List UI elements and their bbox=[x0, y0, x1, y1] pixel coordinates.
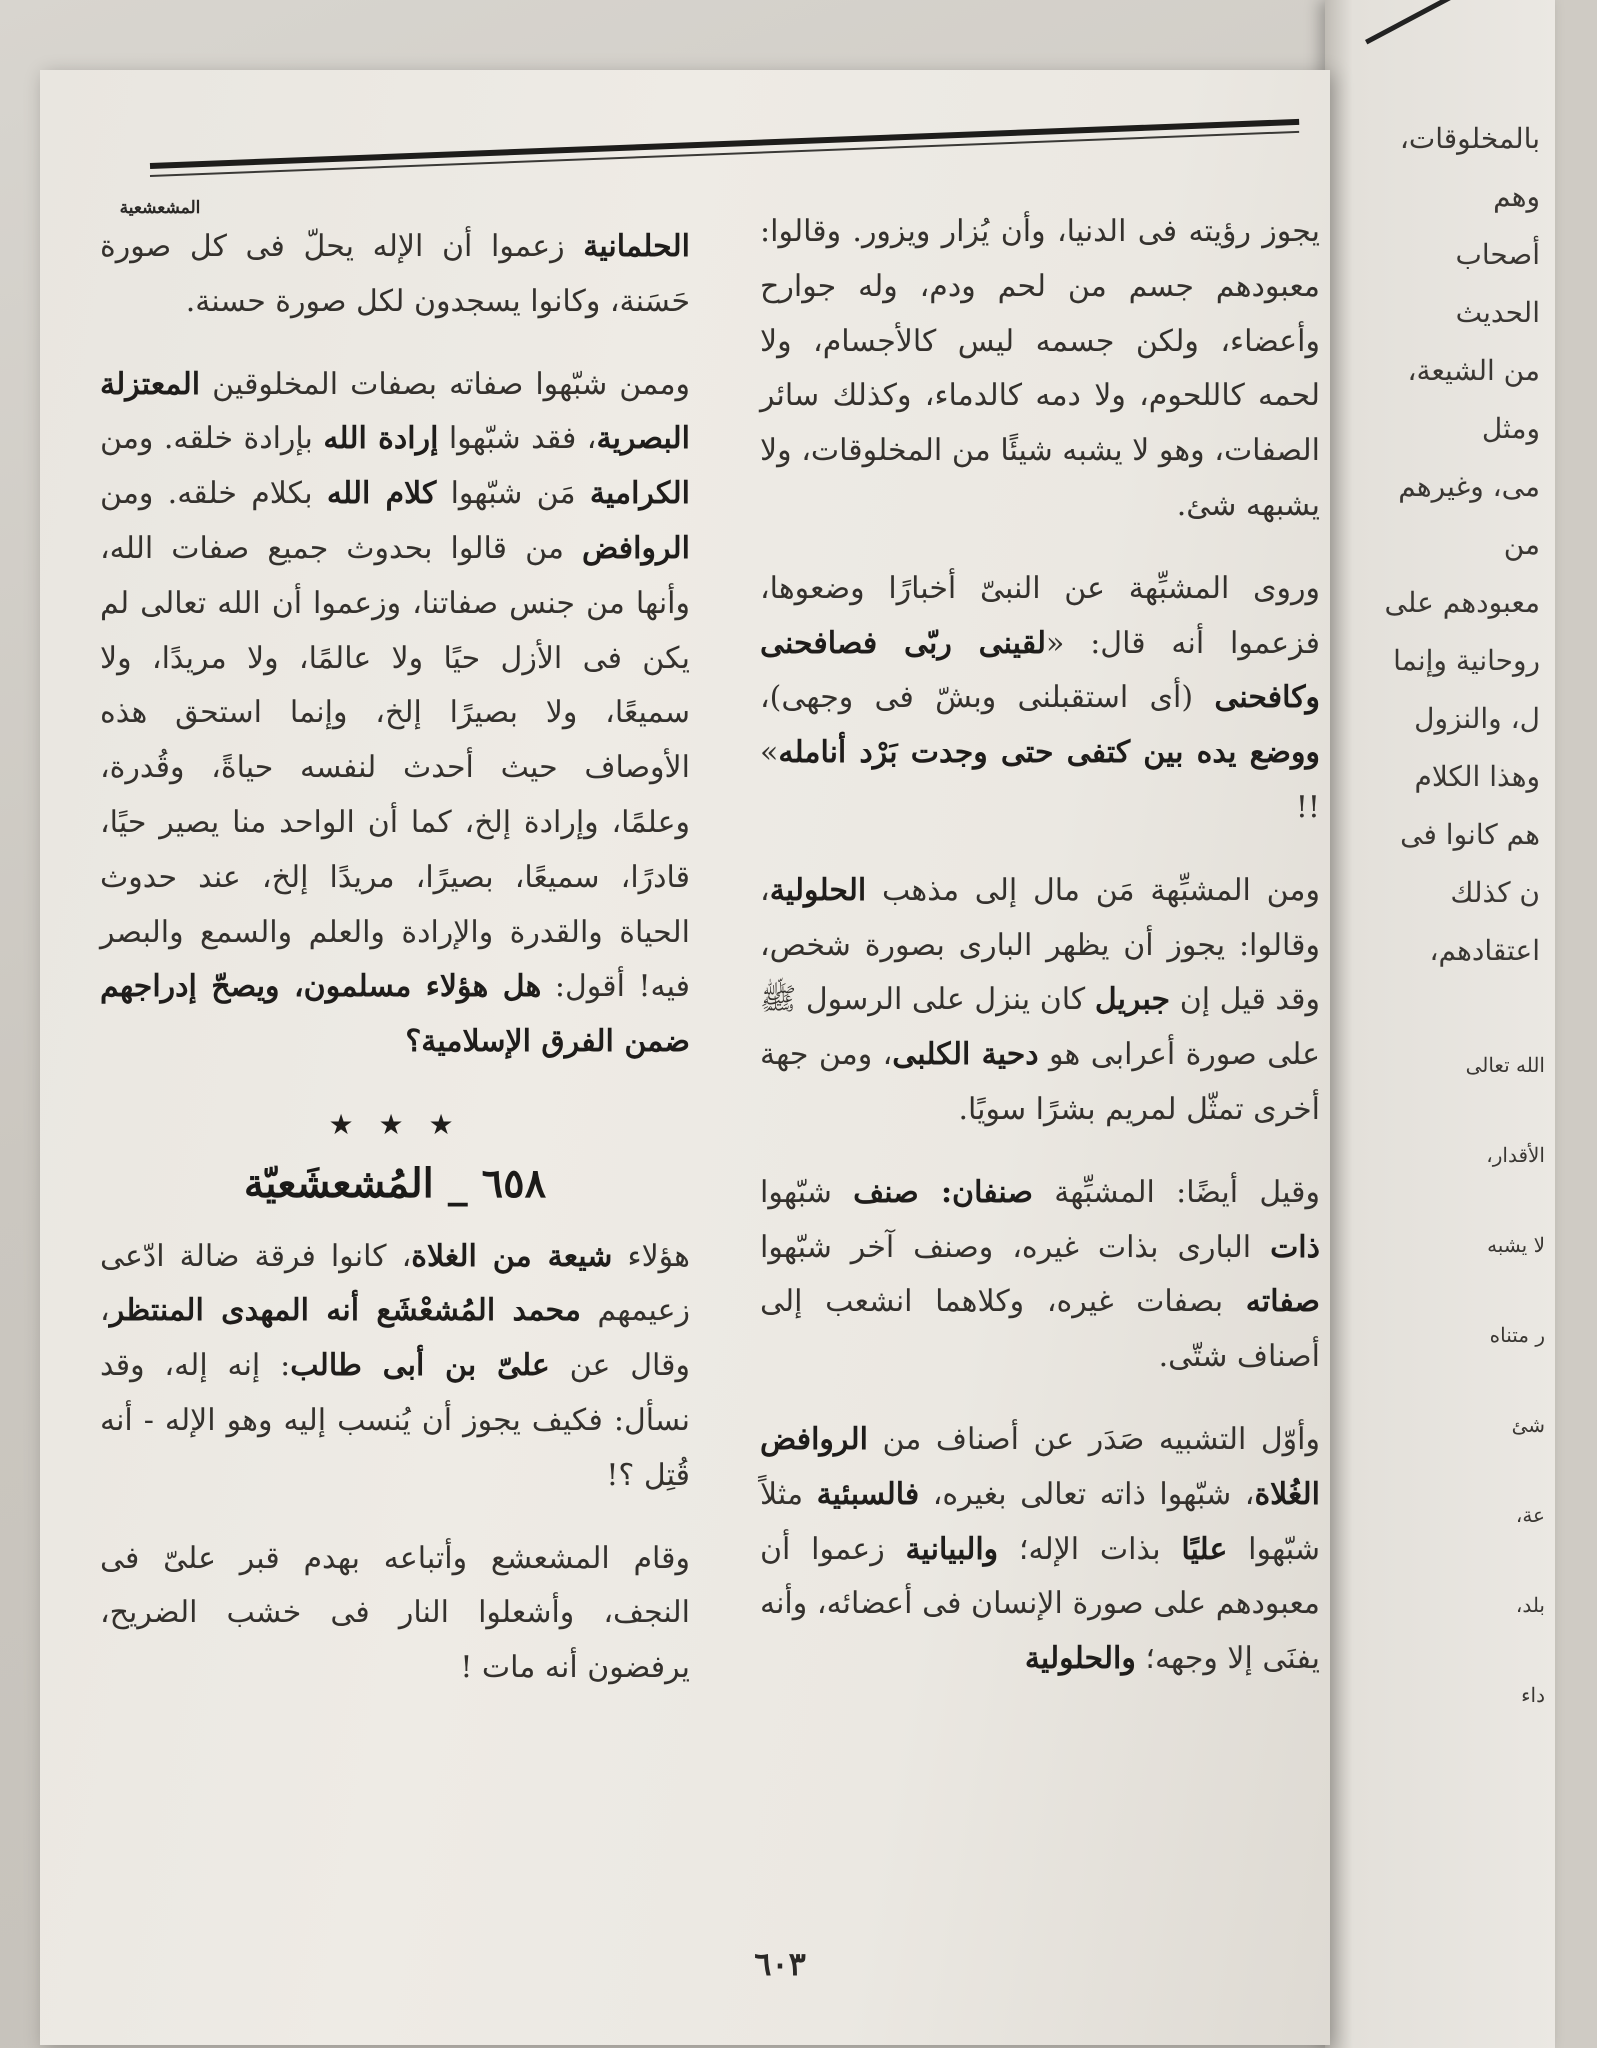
right-paragraph-2 bbox=[760, 562, 1320, 836]
text-span: (أى استقبلنى وبشّ فى وجهى)، bbox=[760, 680, 1215, 716]
right-paragraph-5 bbox=[760, 1413, 1320, 1687]
text-span: ، كانوا فرقة ضالة ادّعى زعيمهم bbox=[100, 1238, 690, 1329]
text-span: من قالوا بحدوث جميع صفات الله، وأنها من جنس صفاتنا، وزعموا أن الله تعالى لم يكن فى الأزل حيًا ولا عالمًا، ولا مريدًا، ولا سميعًا، ولا بصيرًا إلخ، وإنما استحق هذه الأوصاف حيث أحدث لنفسه حياةً، وقُدرة، وعلمًا، وإرادة إلخ، كما أن الواحد منا يصير حيًا، قادرًا، سميعًا، بصيرًا، مريدًا إلخ، عند حدوث الحياة والقدرة والإرادة والعلم والسمع والبصر فيه! أقول: bbox=[100, 530, 691, 1005]
bold-span: هل هؤلاء مسلمون، ويصحّ إدراجهم ضمن الفرق الإسلامية؟ bbox=[100, 969, 690, 1060]
bold-span: صفاته bbox=[1245, 1284, 1320, 1320]
right-column bbox=[760, 205, 1320, 1715]
left-column bbox=[100, 220, 690, 1724]
text-span: ، وقال عن bbox=[100, 1293, 690, 1384]
right-paragraph-4 bbox=[760, 1166, 1320, 1385]
bold-span: الحلمانية bbox=[583, 229, 690, 264]
left-paragraph-3 bbox=[100, 1230, 690, 1504]
next-page-edge bbox=[1325, 0, 1555, 2048]
bold-span: كلام الله bbox=[326, 476, 437, 512]
text-span: بكلام خلقه. ومن bbox=[100, 476, 327, 512]
text-span: » !! bbox=[760, 735, 1320, 825]
bold-span: والبيانية bbox=[905, 1531, 999, 1567]
left-paragraph-2 bbox=[100, 358, 690, 1070]
text-span: : إنه إله، وقد نسأل: فكيف يجوز أن يُنسب إليه وهو الإله - أنه قُتِل ؟! bbox=[100, 1348, 690, 1493]
text-span: مثلاً شبّهوا bbox=[760, 1476, 1320, 1567]
text-span: وقام المشعشع وأتباعه بهدم قبر علىّ فى النجف، وأشعلوا النار فى خشب الضريح، يرفضون أنه مات ! bbox=[100, 1540, 690, 1686]
bold-span: الحلولية bbox=[769, 872, 867, 908]
bold-span: الكرامية bbox=[589, 476, 690, 512]
bold-span: ووضع يده بين كتفى حتى وجدت بَرْد أنامله bbox=[778, 735, 1320, 771]
page-number: ٦٠٣ bbox=[754, 1945, 806, 1983]
bold-span: محمد المُشعْشَع أنه المهدى المنتظر bbox=[109, 1293, 581, 1329]
text-span: شبّهوا bbox=[760, 1174, 854, 1210]
running-head: المشعشعية bbox=[119, 198, 201, 218]
text-span: ، وقالوا: يجوز أن يظهر البارى بصورة شخص، وقد قيل إن bbox=[760, 872, 1320, 1018]
bold-span: الروافض bbox=[582, 530, 690, 566]
text-span: ، شبّهوا ذاته تعالى بغيره، bbox=[919, 1476, 1255, 1512]
bold-span: ذات bbox=[1270, 1229, 1320, 1265]
text-span: هؤلاء bbox=[612, 1238, 690, 1274]
section-separator-stars: ★ ★ ★ bbox=[328, 1107, 462, 1141]
text-span: يجوز رؤيته فى الدنيا، وأن يُزار ويزور. وقالوا: معبودهم جسم من لحم ودم، وله جوارح وأعضاء، ولكن جسمه ليس كالأجسام، ولا لحمه كاللحوم، ولا دمه كالدماء، وكذلك سائر الصفات، وهو لا يشبه شيئًا من المخلوقات، ولا يشبهه شئ. bbox=[760, 214, 1320, 523]
bold-span: شيعة من الغلاة bbox=[411, 1238, 613, 1274]
bold-span: دحية الكلبى bbox=[892, 1037, 1039, 1073]
bold-span: عليًا bbox=[1181, 1531, 1228, 1567]
right-paragraph-1 bbox=[760, 205, 1320, 534]
left-paragraph-1 bbox=[100, 220, 690, 330]
text-span: بإرادة خلقه. ومن bbox=[100, 421, 324, 457]
text-span: وممن شبّهوا صفاته بصفات المخلوقين bbox=[200, 366, 690, 402]
bold-span: الروافض الغُلاة bbox=[760, 1421, 1321, 1512]
text-span: بصفات غيره، وكلاهما انشعب إلى أصناف شتّى. bbox=[760, 1284, 1320, 1375]
bold-span: علىّ بن أبى طالب bbox=[290, 1348, 550, 1384]
bold-span: لقينى ربّى فصافحنى وكافحنى bbox=[760, 625, 1320, 716]
text-span: كان ينزل على الرسول ﷺ على صورة أعرابى هو bbox=[760, 982, 1320, 1073]
text-span: ، فقد شبّهوا bbox=[438, 421, 597, 457]
bold-span: صنفان: صنف bbox=[853, 1174, 1033, 1210]
next-page-notes: الله تعالى الأقدار، لا يشبه ر متناه شئ عة، بلد، داء bbox=[1465, 1053, 1545, 1707]
text-span: زعموا أن الإله يحلّ فى كل صورة حَسَنة، وكانوا يسجدون لكل صورة حسنة. bbox=[100, 229, 690, 319]
next-page-text: بالمخلوقات، وهم أصحاب الحديث من الشيعة، ومثل مى، وغيرهم من معبودهم على روحانية وإنما ل، والنزول وهذا الكلام هم كانوا فى ن كذلك اعتقادهم، bbox=[1384, 122, 1540, 967]
section-title: ٦٥٨ _ المُشعشَعيّة bbox=[243, 1159, 547, 1207]
right-paragraph-3 bbox=[760, 864, 1320, 1138]
text-span: ومن المشبِّهة مَن مال إلى مذهب bbox=[866, 872, 1320, 908]
next-page-header-rule bbox=[1365, 0, 1597, 44]
text-span: وأوّل التشبيه صَدَر عن أصناف من bbox=[867, 1421, 1320, 1457]
bold-span: جبريل bbox=[1094, 982, 1171, 1018]
bold-span: المعتزلة البصرية bbox=[100, 366, 691, 457]
text-span: وقيل أيضًا: المشبِّهة bbox=[1032, 1174, 1320, 1210]
text-span: زعموا أن معبودهم على صورة الإنسان فى أعضائه، وأنه يفنَى إلا وجهه؛ bbox=[760, 1531, 1320, 1677]
bold-span: فالسبئية bbox=[816, 1476, 920, 1512]
bold-span: إرادة الله bbox=[323, 421, 439, 457]
text-span: مَن شبّهوا bbox=[436, 476, 590, 512]
text-span: وروى المشبِّهة عن النبىّ أخبارًا وضعوها، فزعموا أنه قال: « bbox=[760, 570, 1320, 661]
text-span: بذات الإله؛ bbox=[998, 1531, 1182, 1567]
text-span: البارى بذات غيره، وصنف آخر شبّهوا bbox=[760, 1229, 1271, 1265]
bold-span: والحلولية bbox=[1024, 1641, 1136, 1677]
text-span: ، ومن جهة أخرى تمثّل لمريم بشرًا سويًا. bbox=[760, 1037, 1320, 1127]
left-paragraph-4 bbox=[100, 1532, 690, 1696]
